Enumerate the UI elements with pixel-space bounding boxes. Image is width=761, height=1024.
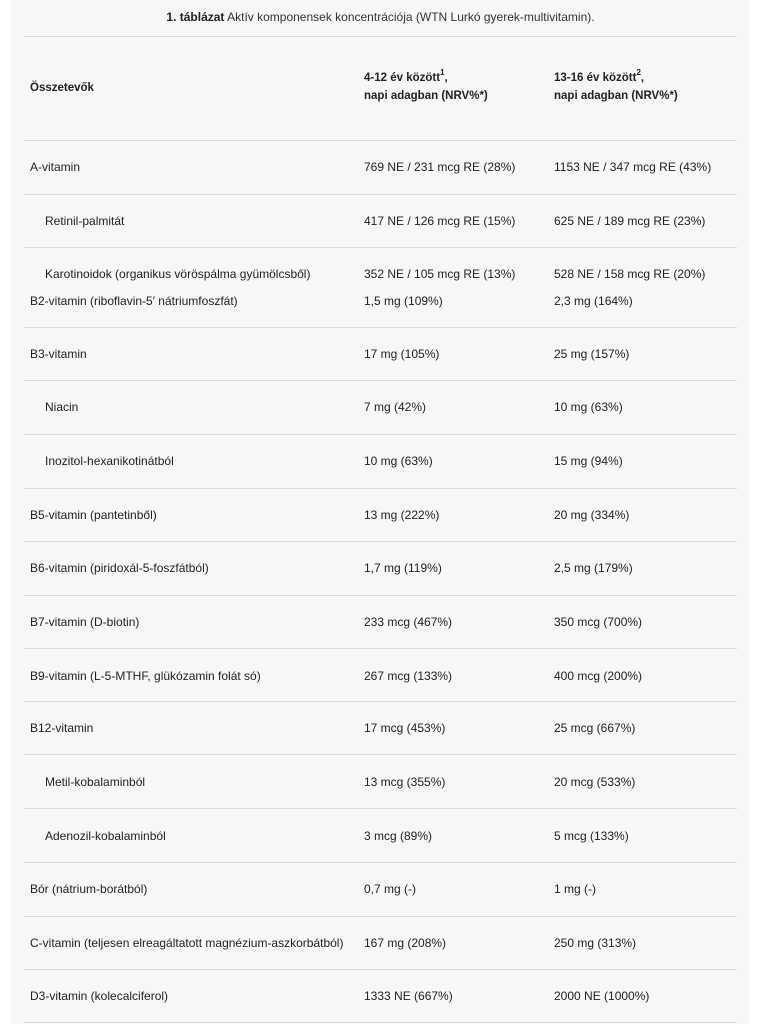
ingredient-name: Niacin (45, 400, 79, 414)
row-divider (24, 595, 737, 596)
footnote-1: 1 (440, 68, 445, 78)
ingredient-name: D3-vitamin (kolecalciferol) (30, 989, 169, 1003)
dose-age-4-12: 17 mg (105%) (364, 347, 440, 361)
ingredient-name: Adenozil-kobalaminból (45, 829, 166, 843)
row-divider (24, 701, 737, 702)
row-divider (24, 862, 737, 863)
ingredient-name: B2-vitamin (riboflavin-5′ nátriumfoszfát) (30, 294, 238, 308)
header-age-13-16 (554, 69, 678, 105)
ingredient-name: Bór (nátrium-borátból) (30, 882, 148, 896)
dose-age-4-12: 13 mg (222%) (364, 508, 440, 522)
dose-age-4-12: 13 mcg (355%) (364, 775, 446, 789)
ingredient-name: B12-vitamin (30, 721, 94, 735)
header-age-4-12 (364, 69, 488, 105)
row-divider (24, 916, 737, 917)
dose-age-13-16: 10 mg (63%) (554, 400, 623, 414)
caption-label: 1. táblázat (166, 10, 225, 24)
row-divider (24, 434, 737, 435)
ingredient-name: B9-vitamin (L-5-MTHF, glükózamin folát só) (30, 669, 261, 683)
dose-age-13-16: 25 mg (157%) (554, 347, 630, 361)
dose-age-4-12: 352 NE / 105 mcg RE (13%) (364, 267, 516, 281)
dose-age-4-12: 0,7 mg (-) (364, 882, 417, 896)
ingredient-name: B3-vitamin (30, 347, 87, 361)
row-divider (24, 541, 737, 542)
dose-age-13-16: 2000 NE (1000%) (554, 989, 650, 1003)
dose-age-13-16: 20 mg (334%) (554, 508, 630, 522)
dose-age-4-12: 10 mg (63%) (364, 454, 433, 468)
caption-text: Aktív komponensek koncentrációja (WTN Lurkó gyerek-multivitamin). (224, 10, 595, 24)
ingredient-name: Inozitol-hexanikotinátból (45, 454, 174, 468)
dose-age-4-12: 417 NE / 126 mcg RE (15%) (364, 214, 516, 228)
header-ingredients: Összetevők (30, 82, 94, 94)
ingredient-name: Karotinoidok (organikus vöröspálma gyümölcsből) (45, 267, 311, 281)
header-age-13-16-comma: , (640, 72, 645, 84)
dose-age-13-16: 25 mcg (667%) (554, 721, 636, 735)
row-divider (24, 194, 737, 195)
header-age-4-12-comma: , (444, 72, 448, 84)
header-age-4-12-line1: 4-12 év között (364, 72, 441, 84)
dose-age-13-16: 625 NE / 189 mcg RE (23%) (554, 214, 706, 228)
row-divider (24, 488, 737, 489)
dose-age-4-12: 167 mg (208%) (364, 936, 447, 950)
header-age-4-12-line2: napi adagban (NRV%*) (364, 90, 488, 102)
row-divider (24, 754, 737, 755)
dose-age-13-16: 1 mg (-) (554, 882, 596, 896)
table-caption (0, 10, 761, 24)
dose-age-4-12: 1333 NE (667%) (364, 989, 453, 1003)
dose-age-4-12: 769 NE / 231 mcg RE (28%) (364, 160, 516, 174)
row-divider (24, 648, 737, 649)
dose-age-4-12: 7 mg (42%) (364, 400, 427, 414)
ingredient-name: B5-vitamin (pantetinből) (30, 508, 157, 522)
dose-age-4-12: 17 mcg (453%) (364, 721, 446, 735)
row-divider (24, 808, 737, 809)
ingredient-name: B7-vitamin (D-biotin) (30, 615, 140, 629)
dose-age-4-12: 3 mcg (89%) (364, 829, 433, 843)
header-age-13-16-line2: napi adagban (NRV%*) (554, 90, 678, 102)
row-divider (24, 1022, 737, 1023)
dose-age-13-16: 5 mcg (133%) (554, 829, 629, 843)
dose-age-13-16: 250 mg (313%) (554, 936, 637, 950)
header-age-13-16-line1: 13-16 év között (554, 72, 637, 84)
dose-age-4-12: 233 mcg (467%) (364, 615, 453, 629)
dose-age-13-16: 2,3 mg (164%) (554, 294, 633, 308)
footnote-2: 2 (636, 68, 641, 78)
ingredient-name: B6-vitamin (piridoxál-5-foszfátból) (30, 561, 209, 575)
dose-age-13-16: 528 NE / 158 mcg RE (20%) (554, 267, 706, 281)
ingredient-name: Retinil-palmitát (45, 214, 125, 228)
row-divider (24, 380, 737, 381)
dose-age-4-12: 1,5 mg (109%) (364, 294, 443, 308)
dose-age-13-16: 2,5 mg (179%) (554, 561, 633, 575)
dose-age-13-16: 350 mcg (700%) (554, 615, 643, 629)
row-divider (24, 327, 737, 328)
row-divider (24, 969, 737, 970)
dose-age-4-12: 267 mcg (133%) (364, 669, 453, 683)
dose-age-13-16: 400 mcg (200%) (554, 669, 643, 683)
ingredient-name: A-vitamin (30, 160, 81, 174)
row-divider (24, 247, 737, 248)
header-divider (24, 140, 737, 141)
ingredient-name: C-vitamin (teljesen elreagáltatott magnézium-aszkorbátból) (30, 936, 344, 950)
caption-divider (24, 36, 737, 37)
dose-age-13-16: 1153 NE / 347 mcg RE (43%) (554, 160, 712, 174)
dose-age-4-12: 1,7 mg (119%) (364, 561, 442, 575)
dose-age-13-16: 15 mg (94%) (554, 454, 623, 468)
ingredient-name: Metil-kobalaminból (45, 775, 146, 789)
dose-age-13-16: 20 mcg (533%) (554, 775, 636, 789)
